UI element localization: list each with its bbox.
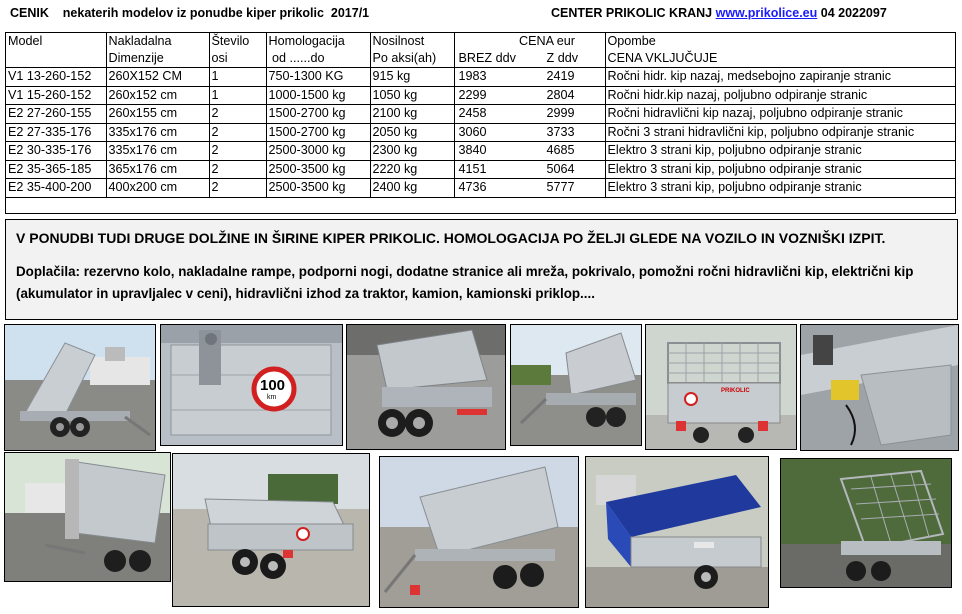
photo-mesh-tipper <box>780 458 952 588</box>
info-extras: Doplačila: rezervno kolo, nakladalne rampe, podporni nogi, dodatne stranice ali mreža, pokrivalo, pomožni ročni hidravlični kip, električni kip (akumulator in upravljalec v ceni), hidravlični izhod za traktor, kamion, kamionski priklop.... <box>16 264 914 301</box>
cell-price <box>454 123 605 142</box>
cell-homologation: 1500-2700 kg <box>266 105 370 124</box>
cell-price <box>454 142 605 161</box>
cell-price-net: 1983 <box>458 69 487 83</box>
cell-price-gross: 3733 <box>546 124 575 139</box>
col-header-price-net: BREZ ddv <box>458 51 516 65</box>
cell-price <box>454 86 605 105</box>
company-name: CENTER PRIKOLIC KRANJ <box>551 6 713 20</box>
col-header-notes: Opombe CENA VKLJUČUJE <box>605 33 955 68</box>
cell-price-net: 2299 <box>458 87 487 102</box>
table-row <box>6 68 955 87</box>
cell-price-net: 2458 <box>458 106 487 120</box>
photo-tipper-side-raised <box>379 456 579 608</box>
cell-load: 1050 kg <box>370 86 454 105</box>
cell-homologation: 1000-1500 kg <box>266 86 370 105</box>
cell-load: 2100 kg <box>370 105 454 124</box>
col-header-load: Nosilnost Po aksi(ah) <box>370 33 454 68</box>
cell-model: V1 15-260-152 <box>6 86 106 105</box>
info-headline: V PONUDBI TUDI DRUGE DOLŽINE IN ŠIRINE KIPER PRIKOLIC. HOMOLOGACIJA PO ŽELJI GLEDE NA VOZILO IN VOZNIŠKI IZPIT. <box>16 230 886 246</box>
photo-trailer-three-quarter <box>172 453 370 607</box>
cell-axles: 1 <box>209 68 266 87</box>
cell-price-gross: 5064 <box>546 161 575 176</box>
cell-model: E2 27-260-155 <box>6 105 106 124</box>
cell-price-gross: 5777 <box>546 180 575 194</box>
cell-homologation: 750-1300 KG <box>266 68 370 87</box>
col-header-dimensions: Nakladalna Dimenzije <box>106 33 209 68</box>
cell-axles: 2 <box>209 142 266 161</box>
cell-dimensions: 335x176 cm <box>106 142 209 161</box>
company-contact <box>551 6 887 20</box>
cell-dimensions: 260x152 cm <box>106 86 209 105</box>
table-row <box>6 142 955 161</box>
table-row <box>6 179 955 198</box>
cell-axles: 1 <box>209 86 266 105</box>
cell-dimensions: 365x176 cm <box>106 160 209 179</box>
speed-sign-value: 100 <box>260 377 286 394</box>
cell-load: 2300 kg <box>370 142 454 161</box>
cell-price-gross: 2419 <box>546 69 575 83</box>
cell-price-net: 3840 <box>458 143 487 157</box>
col-header-axles: Število osi <box>209 33 266 68</box>
cell-note: Elektro 3 strani kip, poljubno odpiranje stranic <box>605 160 955 179</box>
cell-note: Elektro 3 strani kip, poljubno odpiranje stranic <box>605 142 955 161</box>
info-box <box>5 219 958 320</box>
table-row <box>6 105 955 124</box>
table-header-row <box>6 33 955 68</box>
cell-load: 2220 kg <box>370 160 454 179</box>
cell-homologation: 2500-3500 kg <box>266 179 370 198</box>
cell-dimensions: 260X152 CM <box>106 68 209 87</box>
cell-price-net: 4736 <box>458 180 487 194</box>
cell-model: V1 13-260-152 <box>6 68 106 87</box>
cell-price <box>454 68 605 87</box>
cell-homologation: 2500-3500 kg <box>266 160 370 179</box>
photo-tipper-rear-view <box>346 324 506 450</box>
price-table <box>6 33 955 198</box>
col-header-homologation: Homologacija od ......do <box>266 33 370 68</box>
price-list-title: CENIK nekaterih modelov iz ponudbe kiper prikolic 2017/1 <box>10 6 370 20</box>
cell-load: 915 kg <box>370 68 454 87</box>
cell-price-gross: 4685 <box>546 143 575 157</box>
cell-homologation: 1500-2700 kg <box>266 123 370 142</box>
cell-model: E2 27-335-176 <box>6 123 106 142</box>
cell-note: Ročni hidr.kip nazaj, poljubno odpiranje stranic <box>605 86 955 105</box>
cell-dimensions: 335x176 cm <box>106 123 209 142</box>
cell-axles: 2 <box>209 179 266 198</box>
cell-model: E2 35-400-200 <box>6 179 106 198</box>
photo-tipper-rear-tilt <box>4 324 156 451</box>
cell-price <box>454 179 605 198</box>
cell-load: 2400 kg <box>370 179 454 198</box>
page-header <box>0 4 962 24</box>
cell-homologation: 2500-3000 kg <box>266 142 370 161</box>
cell-price <box>454 105 605 124</box>
photo-tipper-side-tilt <box>4 452 171 582</box>
cell-price <box>454 160 605 179</box>
website-link[interactable]: www.prikolice.eu <box>715 6 818 20</box>
cell-model: E2 30-335-176 <box>6 142 106 161</box>
photo-tipper-raised <box>510 324 642 446</box>
cell-price-net: 4151 <box>458 161 487 176</box>
phone-number: 04 2022097 <box>820 6 887 20</box>
cell-dimensions: 260x155 cm <box>106 105 209 124</box>
photo-electric-kip-detail <box>800 324 959 451</box>
cell-dimensions: 400x200 cm <box>106 179 209 198</box>
photo-trailer-with-tarp <box>585 456 769 608</box>
photo-trailer-with-mesh <box>645 324 797 450</box>
cell-price-net: 3060 <box>458 124 487 139</box>
speed-sign-unit: km <box>267 394 277 401</box>
brand-plate: PRIKOLIC <box>721 388 750 394</box>
cell-load: 2050 kg <box>370 123 454 142</box>
cell-model: E2 35-365-185 <box>6 160 106 179</box>
price-table-frame <box>5 32 956 214</box>
table-row <box>6 86 955 105</box>
cell-note: Elektro 3 strani kip, poljubno odpiranje stranic <box>605 179 955 198</box>
cell-axles: 2 <box>209 123 266 142</box>
col-header-price-gross: Z ddv <box>546 51 578 65</box>
cell-price-gross: 2804 <box>546 87 575 102</box>
photo-speed-sign-detail <box>160 324 343 446</box>
cell-axles: 2 <box>209 160 266 179</box>
cell-price-gross: 2999 <box>546 106 575 120</box>
col-header-price: CENA eur BREZ ddv Z ddv <box>454 33 605 68</box>
cell-axles: 2 <box>209 105 266 124</box>
table-row <box>6 123 955 142</box>
cell-note: Ročni 3 strani hidravlični kip, poljubno odpiranje stranic <box>605 123 955 142</box>
cell-note: Ročni hidr. kip nazaj, medsebojno zapiranje stranic <box>605 68 955 87</box>
col-header-model: Model <box>6 33 106 68</box>
cell-note: Ročni hidravlični kip nazaj, poljubno odpiranje stranic <box>605 105 955 124</box>
table-row <box>6 160 955 179</box>
